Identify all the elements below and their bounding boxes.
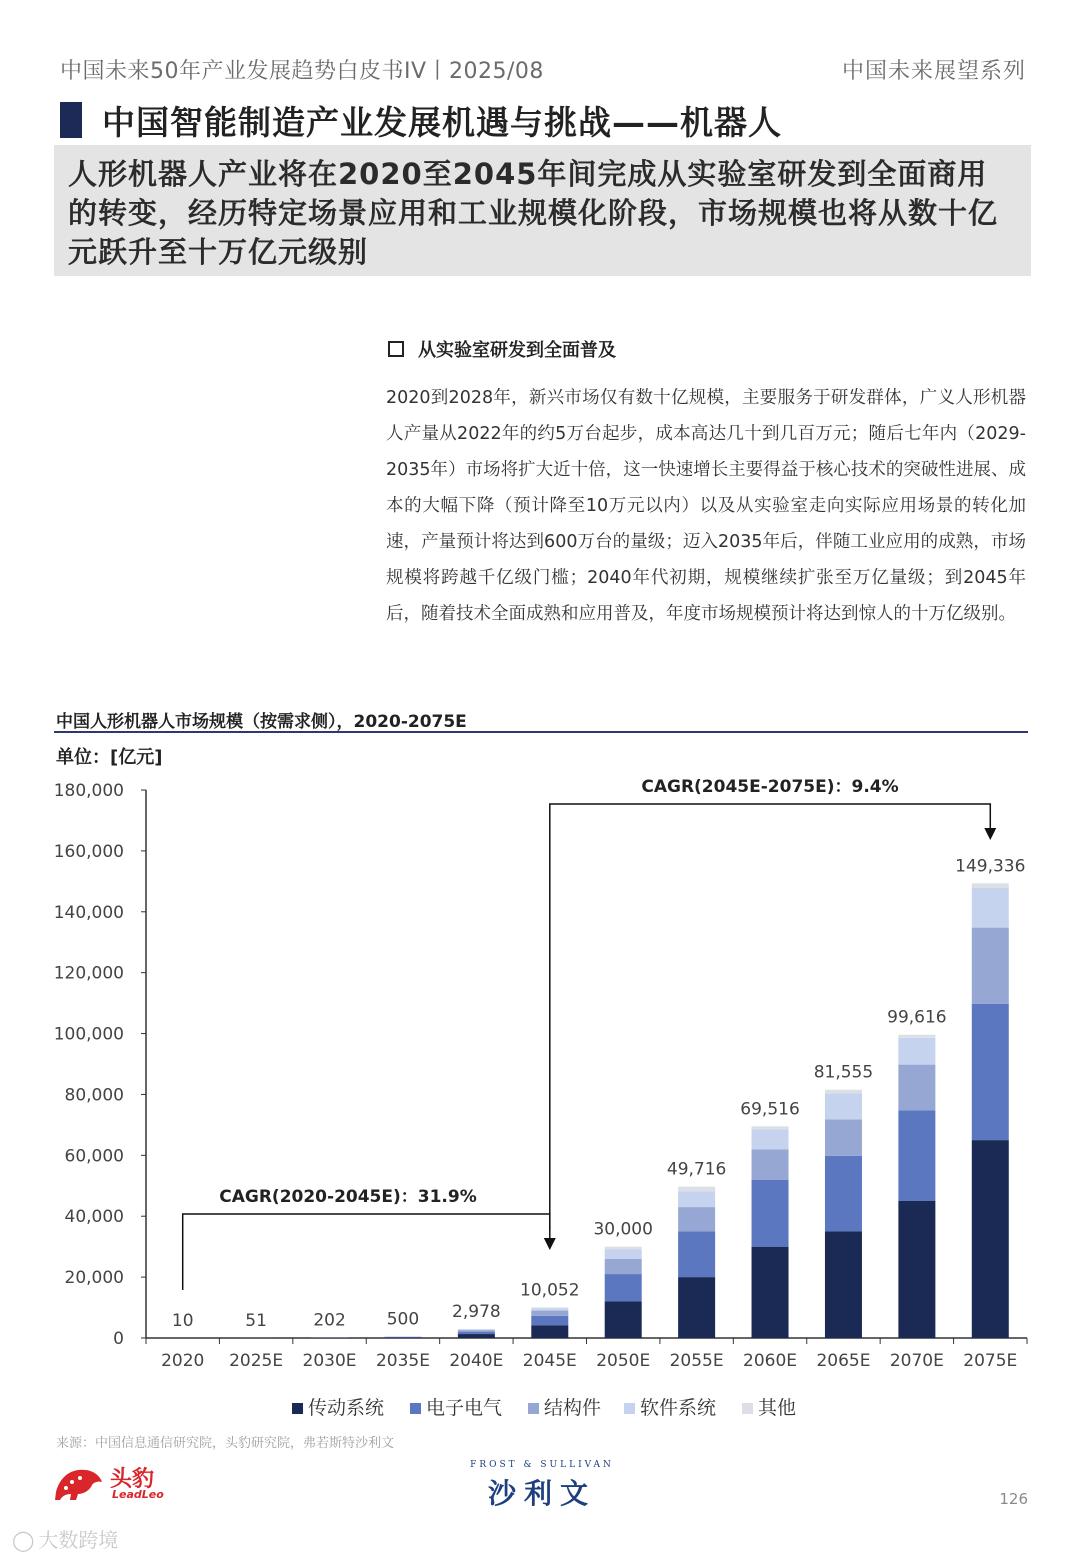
cagr-bracket	[183, 1214, 550, 1290]
bar-total-label: 69,516	[740, 1099, 800, 1120]
leadleo-en: LeadLeo	[112, 1488, 164, 1501]
market-size-chart	[0, 760, 1080, 1440]
x-tick-label: 2075E	[963, 1351, 1018, 1371]
leadleo-logo	[54, 1460, 174, 1506]
bar-segment	[531, 1316, 568, 1325]
x-tick-label: 2065E	[816, 1351, 871, 1371]
legend-swatch	[624, 1403, 635, 1414]
x-tick-label: 2040E	[449, 1351, 504, 1371]
x-tick-label: 2050E	[596, 1351, 651, 1371]
bar-segment	[972, 888, 1009, 928]
bar-segment	[678, 1207, 715, 1231]
legend-swatch	[292, 1403, 303, 1414]
bar-segment	[752, 1180, 789, 1247]
frost-sullivan-logo	[462, 1460, 622, 1512]
y-tick-label: 40,000	[64, 1207, 124, 1228]
section-heading	[388, 336, 616, 362]
bar-segment	[678, 1191, 715, 1207]
legend-label: 软件系统	[640, 1397, 717, 1419]
bar-segment	[825, 1119, 862, 1156]
section-body: 2020到2028年，新兴市场仅有数十亿规模，主要服务于研发群体，广义人形机器人产量从2022年的约5万台起步，成本高达几十到几百万元；随后七年内（2029-2035年）市场将扩大近十倍，这一快速增长主要得益于核心技术的突破性进展、成本的大幅下降（预计降至10万元以内）以及从实验室走向实际应用场景的转化加速，产量预计将达到600万台的量级；迈入2035年后，伴随工业应用的成熟，市场规模将跨越千亿级门槛；2040年代初期，规模继续扩张至万亿量级；到2045年后，随着技术全面成熟和应用普及，年度市场规模预计将达到惊人的十万亿级别。	[386, 388, 1026, 624]
header-left: 中国未来50年产业发展趋势白皮书IV丨2025/08	[60, 59, 544, 84]
bar-segment	[605, 1274, 642, 1301]
bar-total-label: 30,000	[593, 1219, 653, 1240]
x-tick-label: 2030E	[302, 1351, 357, 1371]
summary-box: 人形机器人产业将在2020至2045年间完成从实验室研发到全面商用的转变，经历特定场景应用和工业规模化阶段，市场规模也将从数十亿元跃升至十万亿元级别	[54, 145, 1031, 276]
bar-segment	[678, 1277, 715, 1338]
y-tick-label: 140,000	[53, 902, 124, 923]
bar-segment	[458, 1334, 495, 1338]
y-tick-label: 60,000	[64, 1146, 124, 1167]
bar-segment	[605, 1259, 642, 1274]
x-tick-label: 2060E	[743, 1351, 798, 1371]
bar-segment	[458, 1329, 495, 1330]
cagr-label: CAGR(2045E-2075E)：9.4%	[641, 777, 899, 797]
chart-title-rule	[54, 731, 1028, 733]
bar-segment	[531, 1311, 568, 1316]
watermark	[12, 1524, 118, 1553]
bar-total-label: 10,052	[520, 1280, 580, 1301]
bar-total-label: 149,336	[955, 856, 1026, 877]
bar-total-label: 10	[171, 1310, 194, 1331]
section-heading-text: 从实验室研发到全面普及	[418, 340, 616, 361]
bar-total-label: 51	[245, 1310, 267, 1331]
legend-label: 电子电气	[426, 1397, 503, 1419]
bar-total-label: 202	[313, 1310, 346, 1331]
legend-label: 结构件	[544, 1397, 602, 1419]
bar-total-label: 81,555	[813, 1062, 874, 1083]
x-tick-label: 2070E	[889, 1351, 944, 1371]
bar-segment	[605, 1247, 642, 1249]
bar-segment	[458, 1332, 495, 1334]
chart-title: 中国人形机器人市场规模（按需求侧），2020-2075E	[56, 712, 467, 732]
bar-segment	[825, 1090, 862, 1094]
y-tick-label: 160,000	[53, 841, 124, 862]
legend-swatch	[742, 1403, 753, 1414]
bar-segment	[972, 1140, 1009, 1338]
bar-total-label: 99,616	[887, 1007, 947, 1028]
fs-cn: 沙利文	[487, 1477, 596, 1510]
bar-total-label: 500	[386, 1309, 420, 1330]
bar-segment	[825, 1231, 862, 1338]
bar-segment	[531, 1307, 568, 1308]
bar-segment	[898, 1035, 935, 1038]
bar-segment	[898, 1038, 935, 1065]
x-tick-label: 2020	[161, 1351, 205, 1371]
header-right: 中国未来展望系列	[841, 59, 1026, 84]
legend-swatch	[528, 1403, 539, 1414]
bar-segment	[898, 1110, 935, 1201]
bar-segment	[605, 1249, 642, 1259]
chart-unit-label: 单位：[亿元]	[56, 747, 163, 768]
cagr-arrowhead	[544, 1238, 556, 1250]
y-tick-label: 20,000	[64, 1268, 124, 1289]
bar-segment	[678, 1231, 715, 1277]
page-number: 126	[999, 1490, 1028, 1508]
x-tick-label: 2025E	[229, 1351, 284, 1371]
bar-segment	[384, 1337, 421, 1338]
title-accent-bar	[60, 102, 82, 138]
leopard-icon	[54, 1462, 104, 1502]
y-tick-label: 80,000	[64, 1085, 124, 1106]
bar-segment	[531, 1308, 568, 1310]
bar-segment	[752, 1126, 789, 1129]
bar-segment	[678, 1187, 715, 1192]
bar-total-label: 49,716	[666, 1159, 727, 1180]
bar-segment	[825, 1093, 862, 1119]
bar-segment	[752, 1129, 789, 1149]
fs-en: FROST & SULLIVAN	[470, 1460, 614, 1470]
y-tick-label: 120,000	[53, 963, 124, 984]
x-tick-label: 2045E	[522, 1351, 577, 1371]
bar-total-label: 2,978	[452, 1301, 501, 1322]
cagr-label: CAGR(2020-2045E)：31.9%	[219, 1187, 477, 1207]
bar-segment	[898, 1201, 935, 1338]
bar-segment	[458, 1330, 495, 1332]
bar-segment	[605, 1301, 642, 1338]
bar-segment	[752, 1247, 789, 1338]
bar-segment	[531, 1325, 568, 1338]
bar-segment	[825, 1156, 862, 1232]
leadleo-cn: 头豹	[110, 1467, 155, 1492]
bar-segment	[972, 883, 1009, 888]
bar-segment	[972, 928, 1009, 1004]
y-tick-label: 0	[113, 1329, 124, 1349]
source-note: 来源：中国信息通信研究院，头豹研究院，弗若斯特沙利文	[56, 1436, 395, 1451]
cagr-arrowhead	[984, 828, 996, 840]
watermark-icon: ◯	[12, 1528, 35, 1552]
square-bullet-icon	[388, 341, 404, 357]
legend-swatch	[410, 1403, 421, 1414]
x-tick-label: 2055E	[669, 1351, 724, 1371]
y-tick-label: 180,000	[53, 781, 124, 801]
x-tick-label: 2035E	[375, 1351, 430, 1371]
bar-segment	[898, 1065, 935, 1111]
bar-segment	[972, 1004, 1009, 1140]
y-tick-label: 100,000	[53, 1024, 124, 1045]
watermark-text: 大数跨境	[38, 1528, 119, 1552]
bar-segment	[752, 1149, 789, 1179]
page-title: 中国智能制造产业发展机遇与挑战——机器人	[102, 103, 782, 142]
legend-label: 传动系统	[308, 1397, 385, 1419]
legend-label: 其他	[758, 1397, 797, 1419]
